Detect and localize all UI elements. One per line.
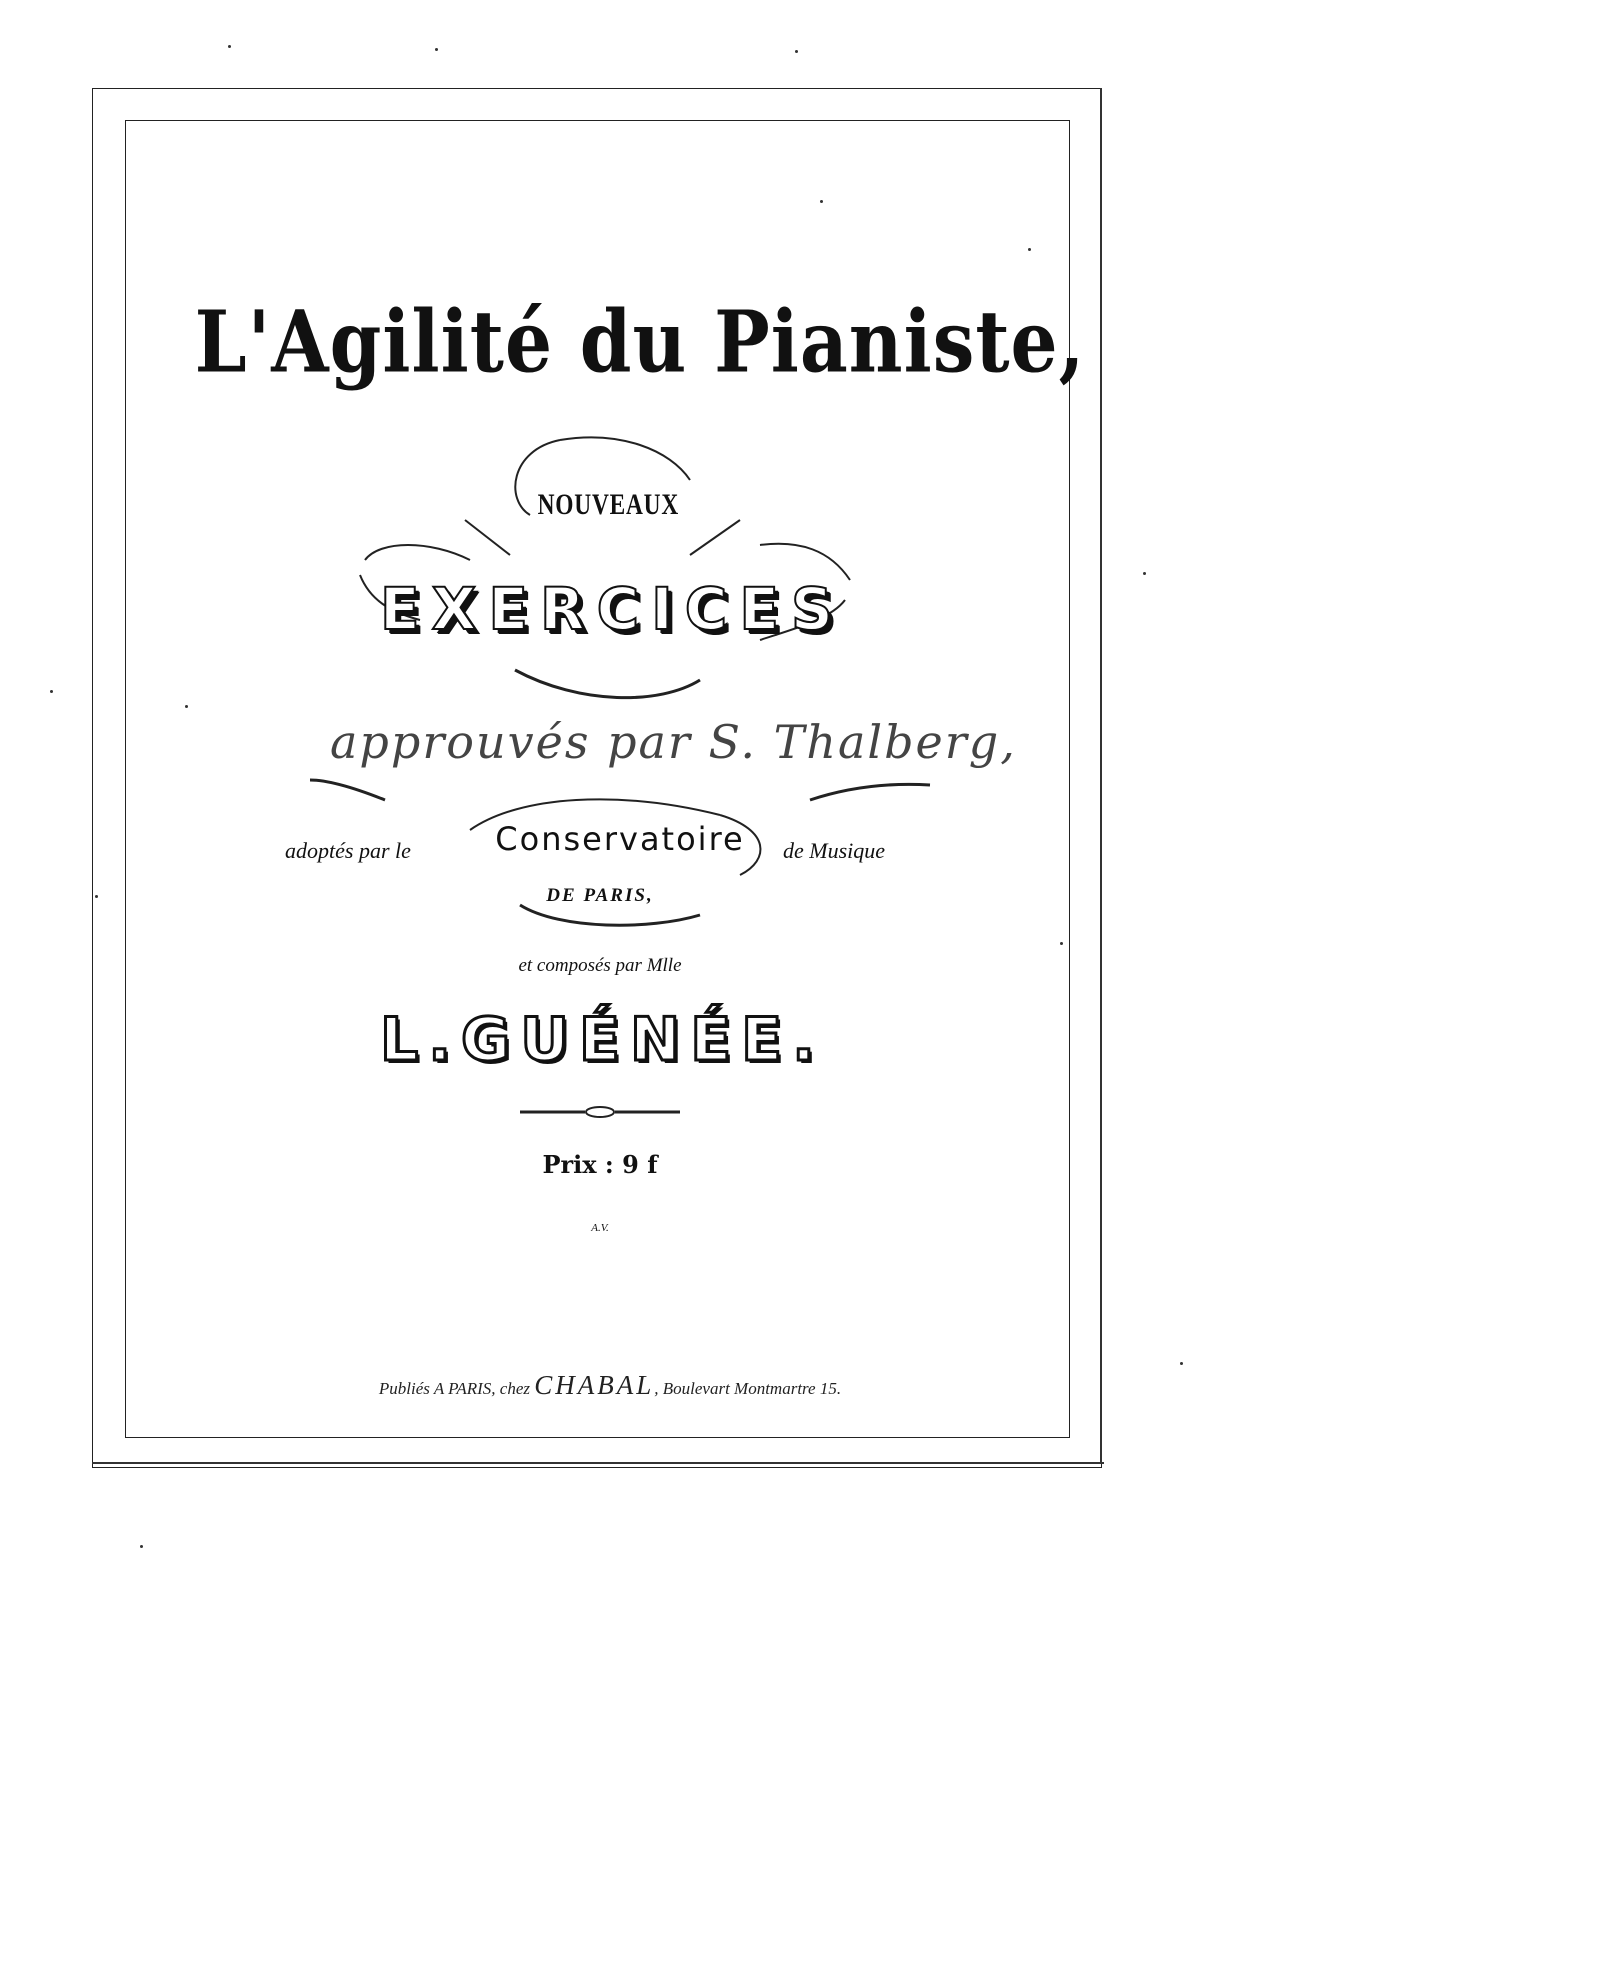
subtitle-nouveaux: NOUVEAUX (537, 488, 680, 521)
subtitle-exercices: EXERCICES (380, 575, 845, 643)
scan-speck (795, 50, 798, 53)
institution-name: Conservatoire (495, 820, 745, 858)
scan-speck (820, 200, 823, 203)
scan-speck (185, 705, 188, 708)
adopted-suffix: de Musique (783, 838, 886, 863)
scan-speck (1180, 1362, 1183, 1365)
composed-by-line: et composés par Mlle (518, 955, 682, 976)
publisher-prefix: Publiés A PARIS, chez (378, 1379, 530, 1398)
work-title: L'Agilité du Pianiste, (194, 293, 1086, 393)
adopted-prefix: adoptés par le (285, 838, 411, 863)
scan-speck (1060, 942, 1063, 945)
scan-speck (228, 45, 231, 48)
scan-speck (50, 690, 53, 693)
scan-speck (95, 895, 98, 898)
author-name: L.GUÉNÉE. (380, 1005, 825, 1075)
scan-speck (435, 48, 438, 51)
publisher-name: CHABAL (534, 1370, 655, 1400)
publisher-address: , Boulevart Montmartre 15. (654, 1379, 842, 1398)
city-line: DE PARIS, (546, 885, 654, 906)
approval-line: approuvés par S. Thalberg, (330, 715, 1017, 769)
scan-speck (140, 1545, 143, 1548)
scan-speck (1143, 572, 1146, 575)
price-label: Prix : 9 f (542, 1150, 658, 1179)
engraver-mark: A.V. (591, 1222, 609, 1234)
scan-speck (1028, 248, 1031, 251)
publisher-line (300, 1370, 920, 1401)
